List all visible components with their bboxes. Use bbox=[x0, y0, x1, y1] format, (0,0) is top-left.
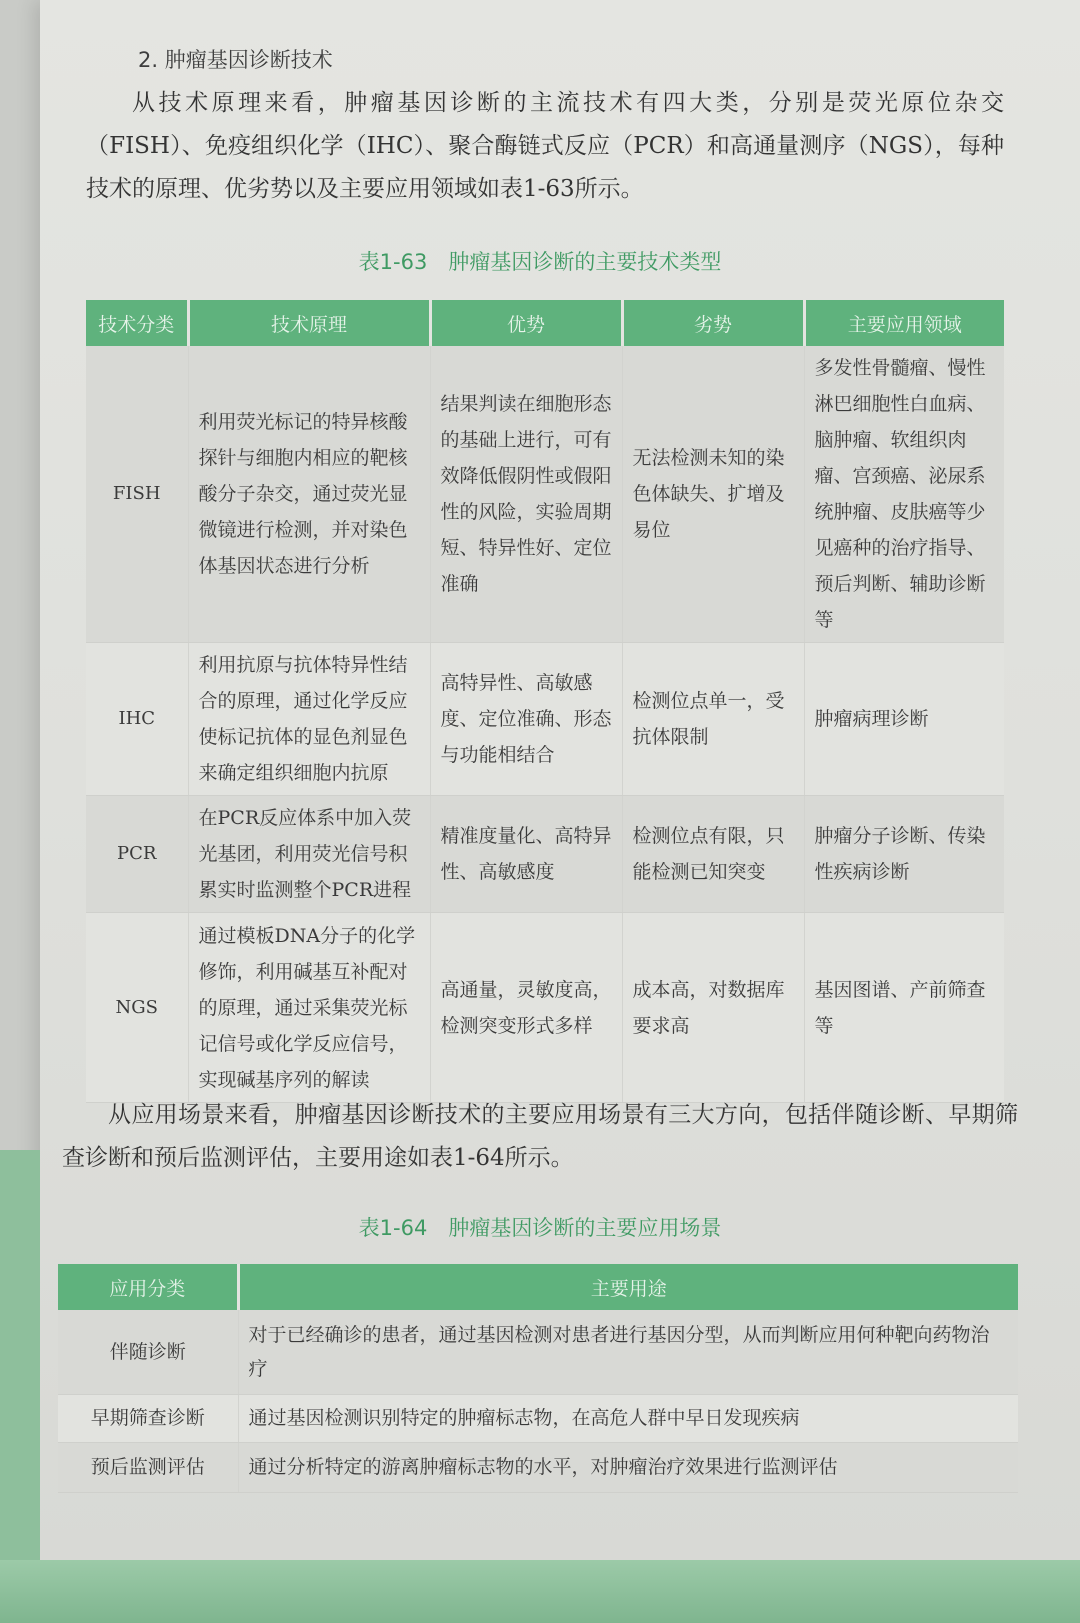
row-use: 通过分析特定的游离肿瘤标志物的水平，对肿瘤治疗效果进行监测评估 bbox=[238, 1442, 1018, 1492]
header-main-use: 主要用途 bbox=[238, 1264, 1018, 1310]
row-applications: 多发性骨髓瘤、慢性淋巴细胞性白血病、脑肿瘤、软组织肉瘤、宫颈癌、泌尿系统肿瘤、皮肤癌等少见癌种的治疗指导、预后判断、辅助诊断等 bbox=[804, 346, 1004, 643]
row-category: IHC bbox=[86, 643, 188, 796]
row-use: 对于已经确诊的患者，通过基因检测对患者进行基因分型，从而判断应用何种靶向药物治疗 bbox=[238, 1310, 1018, 1394]
row-principle: 在PCR反应体系中加入荧光基团，利用荧光信号积累实时监测整个PCR进程 bbox=[188, 796, 430, 913]
table-63-caption: 表1-63 肿瘤基因诊断的主要技术类型 bbox=[358, 250, 722, 274]
table-row bbox=[58, 1394, 1018, 1442]
row-disadvantages: 成本高，对数据库要求高 bbox=[622, 913, 804, 1103]
row-category: FISH bbox=[86, 346, 188, 643]
header-category: 技术分类 bbox=[86, 300, 188, 346]
row-applications: 肿瘤分子诊断、传染性疾病诊断 bbox=[804, 796, 1004, 913]
row-category: PCR bbox=[86, 796, 188, 913]
table-row bbox=[58, 1310, 1018, 1394]
table-64-header-row bbox=[58, 1264, 1018, 1310]
header-disadvantages: 劣势 bbox=[622, 300, 804, 346]
row-applications: 基因图谱、产前筛查等 bbox=[804, 913, 1004, 1103]
table-64-caption: 表1-64 肿瘤基因诊断的主要应用场景 bbox=[358, 1216, 722, 1240]
table-row bbox=[58, 1442, 1018, 1492]
bottom-green-band bbox=[0, 1560, 1080, 1623]
table-63-header-row bbox=[86, 300, 1004, 346]
row-principle: 利用抗原与抗体特异性结合的原理，通过化学反应使标记抗体的显色剂显色来确定组织细胞内抗原 bbox=[188, 643, 430, 796]
row-disadvantages: 检测位点有限，只能检测已知突变 bbox=[622, 796, 804, 913]
table-row bbox=[86, 643, 1004, 796]
row-advantages: 结果判读在细胞形态的基础上进行，可有效降低假阴性或假阳性的风险，实验周期短、特异性好、定位准确 bbox=[430, 346, 622, 643]
table-row bbox=[86, 913, 1004, 1103]
header-application-category: 应用分类 bbox=[58, 1264, 238, 1310]
row-principle: 利用荧光标记的特异核酸探针与细胞内相应的靶核酸分子杂交，通过荧光显微镜进行检测，并对染色体基因状态进行分析 bbox=[188, 346, 430, 643]
second-paragraph: 从应用场景来看，肿瘤基因诊断技术的主要应用场景有三大方向，包括伴随诊断、早期筛查诊断和预后监测评估，主要用途如表1-64所示。 bbox=[62, 1102, 1018, 1171]
row-category: NGS bbox=[86, 913, 188, 1103]
row-advantages: 高特异性、高敏感度、定位准确、形态与功能相结合 bbox=[430, 643, 622, 796]
header-applications: 主要应用领域 bbox=[804, 300, 1004, 346]
row-disadvantages: 检测位点单一，受抗体限制 bbox=[622, 643, 804, 796]
row-category: 伴随诊断 bbox=[58, 1310, 238, 1394]
header-principle: 技术原理 bbox=[188, 300, 430, 346]
table-row bbox=[86, 346, 1004, 643]
row-applications: 肿瘤病理诊断 bbox=[804, 643, 1004, 796]
table-64 bbox=[58, 1264, 1018, 1493]
row-category: 早期筛查诊断 bbox=[58, 1394, 238, 1442]
row-use: 通过基因检测识别特定的肿瘤标志物，在高危人群中早日发现疾病 bbox=[238, 1394, 1018, 1442]
header-advantages: 优势 bbox=[430, 300, 622, 346]
intro-paragraph: 从技术原理来看，肿瘤基因诊断的主流技术有四大类，分别是荧光原位杂交（FISH）、免疫组织化学（IHC）、聚合酶链式反应（PCR）和高通量测序（NGS），每种技术的原理、优劣势以及主要应用领域如表1-63所示。 bbox=[86, 90, 1004, 202]
row-advantages: 高通量，灵敏度高，检测突变形式多样 bbox=[430, 913, 622, 1103]
row-principle: 通过模板DNA分子的化学修饰，利用碱基互补配对的原理，通过采集荧光标记信号或化学反应信号，实现碱基序列的解读 bbox=[188, 913, 430, 1103]
table-63 bbox=[86, 300, 1004, 1103]
section-heading: 2. 肿瘤基因诊断技术 bbox=[138, 48, 333, 72]
table-row bbox=[86, 796, 1004, 913]
row-category: 预后监测评估 bbox=[58, 1442, 238, 1492]
row-advantages: 精准度量化、高特异性、高敏感度 bbox=[430, 796, 622, 913]
row-disadvantages: 无法检测未知的染色体缺失、扩增及易位 bbox=[622, 346, 804, 643]
